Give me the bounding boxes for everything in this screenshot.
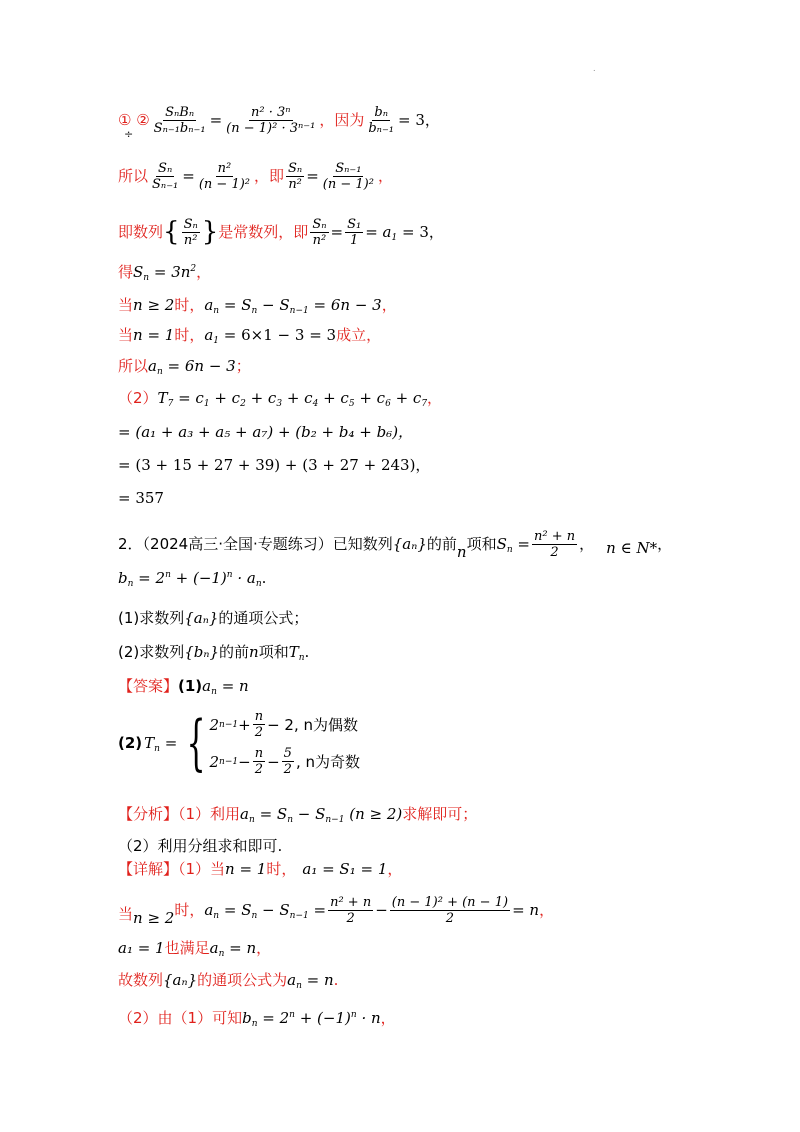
fraction: $\frac{\text{bₙ}}{\text{bₙ₋₁}}$ [368, 104, 395, 136]
fraction: $\frac{\text{(n − 1)² + (n − 1)}}{2}$ [391, 894, 509, 926]
fraction: $\frac{\text{Sₙ}}{\text{Sₙ₋₁}}$ [152, 160, 179, 192]
fraction: $\frac{n}{2}$ [254, 746, 264, 777]
cases-brace: { [186, 708, 206, 778]
solution-line-5: 当 n ≥ 2 时， $a_n = S_n - S_{n-1} = 6n - 3$ ， [118, 296, 397, 316]
fraction: $\frac{\text{Sₙ}}{\text{n²}}$ [288, 160, 303, 192]
solution-line-3: 即数列 { $\frac{\text{Sₙ}}{\text{n²}}$ } 是常数列，即 $\frac{\text{Sₙ}}{\text{n²}}$ = $\frac{\text{S₁}}{1}$ = $a_1 = 3$， [118, 216, 444, 248]
answer-line-1: 【答案】 (1) $a_n = n$ [118, 677, 249, 697]
question-2-stem-2: $b_n = 2^n + (-1)^n \cdot a_n$ . [118, 569, 267, 589]
detail-line-4: 故数列 {aₙ} 的通项公式为 $a_n = n$ . [118, 971, 339, 991]
fraction: $\frac{n}{2}$ [254, 709, 264, 740]
solution-line-4: 得 $S_n = 3n^2$ ， [118, 263, 212, 283]
case-even: 2 n−1 + $\frac{n}{2}$ − 2, n为偶数 [209, 709, 359, 740]
solution-line-11: = 357 [118, 489, 164, 507]
fraction: $\frac{\text{S₁}}{1}$ [347, 216, 362, 248]
fraction: $\frac{\text{SₙBₙ}}{\text{Sₙ₋₁bₙ₋₁}}$ [153, 104, 206, 136]
solution-line-8: （2） $T_7 = c_1 + c_2 + c_3 + c_4 + c_5 + c_6 + c_7$ ， [118, 389, 443, 409]
fraction: $\frac{\text{n² + n}}{2}$ [330, 894, 372, 926]
question-2-part-1: (1)求数列 {aₙ} 的通项公式； [118, 609, 309, 627]
solution-line-7: 所以 $a_n = 6n - 3$ ； [118, 357, 251, 377]
fraction: $\frac{\text{Sₙ}}{\text{n²}}$ [312, 216, 327, 248]
question-2-stem: 2．（2024高三·全国·专题练习）已知数列 {aₙ} 的前 n 项和 $S_n$ = $\frac{\text{n² + n}}{2}$ ， n ∈ N* ， [118, 528, 673, 561]
fraction: $\frac{\text{Sₙ₋₁}}{\text{(n − 1)²}}$ [322, 160, 374, 192]
division-sign: ÷ [124, 128, 134, 141]
solution-line-10: = (3 + 15 + 27 + 39) + (3 + 27 + 243)， [118, 456, 431, 474]
fraction: $\frac{\text{n² · 3ⁿ}}{\text{(n − 1)² · 3ⁿ⁻¹}}$ [226, 104, 316, 136]
fraction: $\frac{\text{n² + n}}{2}$ [534, 528, 576, 560]
analysis-line-2: （2）利用分组求和即可. [118, 837, 283, 855]
analysis-line-1: 【分析】（1）利用 $a_n = S_n - S_{n-1}$ (n ≥ 2) 求解即可； [118, 805, 478, 825]
answer-line-2: (2) $T_n$ = { 2 n−1 + $\frac{n}{2}$ − 2, n为偶数 2 n−1 − $\frac{n}{2}$ − $\frac{5}{2}$ , n为奇数 [118, 708, 360, 778]
solution-line-6: 当 n = 1 时， $a_1 = 6\times 1 - 3 = 3$ 成立， [118, 326, 382, 346]
detail-line-5: （2）由（1）可知 $b_n = 2^n + (-1)^n \cdot n$ ， [118, 1009, 396, 1029]
page-mark: . [593, 64, 596, 73]
solution-line-9: = (a₁ + a₃ + a₅ + a₇) + (b₂ + b₄ + b₆)， [118, 423, 414, 441]
fraction: $\frac{5}{2}$ [283, 746, 292, 777]
detail-line-1: 【详解】（1）当 n = 1 时， a₁ = S₁ = 1 ， [118, 860, 403, 878]
case-odd: 2 n−1 − $\frac{n}{2}$ − $\frac{5}{2}$ , n为奇数 [209, 746, 360, 777]
detail-line-3: a₁ = 1 也满足 $a_n = n$ ， [118, 939, 272, 959]
detail-line-2: 当 n ≥ 2 时， $a_n = S_n - S_{n-1}$ = $\frac{\text{n² + n}}{2}$ − $\frac{\text{(n − 1)² + (n − 1)}}{2}$ = n ， [118, 894, 555, 927]
fraction: $\frac{\text{n²}}{\text{(n − 1)²}}$ [198, 160, 250, 192]
solution-line-1: ① ② $\frac{\text{SₙBₙ}}{\text{Sₙ₋₁bₙ₋₁}}$ = $\frac{\text{n² · 3ⁿ}}{\text{(n − 1)² · 3ⁿ⁻¹}}$ ，因为 $\frac{\text{bₙ}}{\text{bₙ₋₁}}$ = 3， [118, 104, 440, 136]
fraction: $\frac{\text{Sₙ}}{\text{n²}}$ [183, 216, 198, 248]
question-2-part-2: (2)求数列 {bₙ} 的前 n 项和 $T_n$ . [118, 643, 310, 663]
solution-line-2: 所以 $\frac{\text{Sₙ}}{\text{Sₙ₋₁}}$ = $\frac{\text{n²}}{\text{(n − 1)²}}$ ，即 $\frac{\text{Sₙ}}{\text{n²}}$ = $\frac{\text{Sₙ₋₁}}{\text{(n − 1)²}}$ ， [118, 160, 393, 192]
